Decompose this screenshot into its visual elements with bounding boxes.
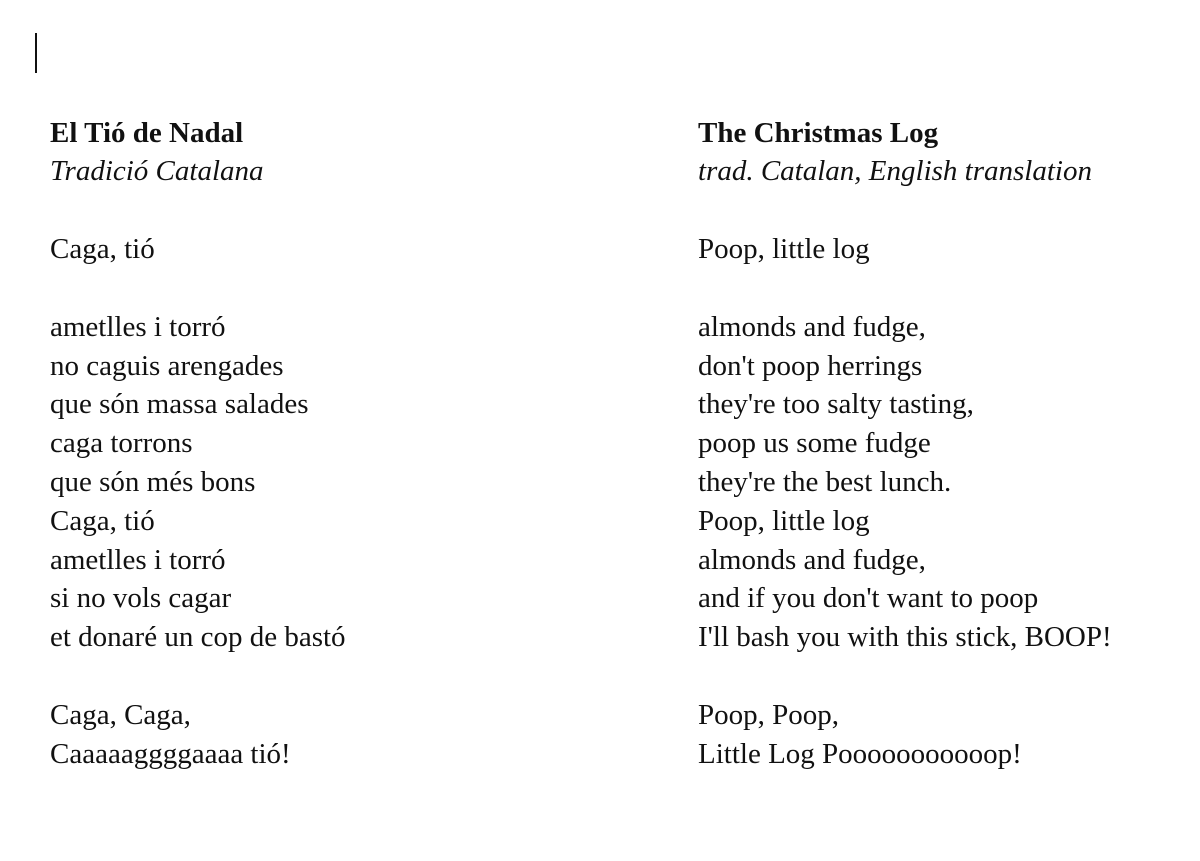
verse-line: they're the best lunch. xyxy=(698,465,952,498)
verse-line: et donaré un cop de bastó xyxy=(50,621,346,654)
verse-line: I'll bash you with this stick, BOOP! xyxy=(698,621,1112,654)
verse-line: Poop, little log xyxy=(698,504,870,537)
verse-line: don't poop herrings xyxy=(698,349,923,382)
english-stanza-1 xyxy=(698,230,1198,269)
verse-line: caga torrons xyxy=(50,427,193,460)
english-stanza-3 xyxy=(698,696,1198,774)
english-stanza-2 xyxy=(698,308,1198,657)
catalan-poem-column xyxy=(50,114,610,774)
verse-line: Poop, Poop, xyxy=(698,698,840,731)
verse-line: ametlles i torró xyxy=(50,543,226,576)
verse-line: no caguis arengades xyxy=(50,349,284,382)
verse-line: Caga, Caga, xyxy=(50,698,191,731)
verse-line: que són massa salades xyxy=(50,388,309,421)
verse-line: que són més bons xyxy=(50,465,256,498)
verse-line: almonds and fudge, xyxy=(698,310,926,343)
catalan-stanza-1 xyxy=(50,230,610,269)
text-cursor xyxy=(35,33,37,73)
english-poem-title: The Christmas Log xyxy=(698,117,939,149)
verse-line: almonds and fudge, xyxy=(698,543,926,576)
catalan-stanza-3 xyxy=(50,696,610,774)
verse-line: Caga, tió xyxy=(50,504,155,537)
english-poem-column xyxy=(698,114,1198,774)
verse-line: ametlles i torró xyxy=(50,310,226,343)
verse-line: Poop, little log xyxy=(698,233,870,265)
catalan-stanza-2 xyxy=(50,308,610,657)
verse-line: si no vols cagar xyxy=(50,582,232,615)
english-poem-subtitle: trad. Catalan, English translation xyxy=(698,155,1092,187)
catalan-poem-title: El Tió de Nadal xyxy=(50,117,244,149)
verse-line: poop us some fudge xyxy=(698,427,931,460)
verse-line: Caga, tió xyxy=(50,233,155,265)
verse-line: Little Log Pooooooooooop! xyxy=(698,737,1022,770)
verse-line: and if you don't want to poop xyxy=(698,582,1039,615)
verse-line: they're too salty tasting, xyxy=(698,388,974,421)
verse-line: Caaaaaggggaaaa tió! xyxy=(50,737,291,770)
catalan-poem-subtitle: Tradició Catalana xyxy=(50,155,264,187)
